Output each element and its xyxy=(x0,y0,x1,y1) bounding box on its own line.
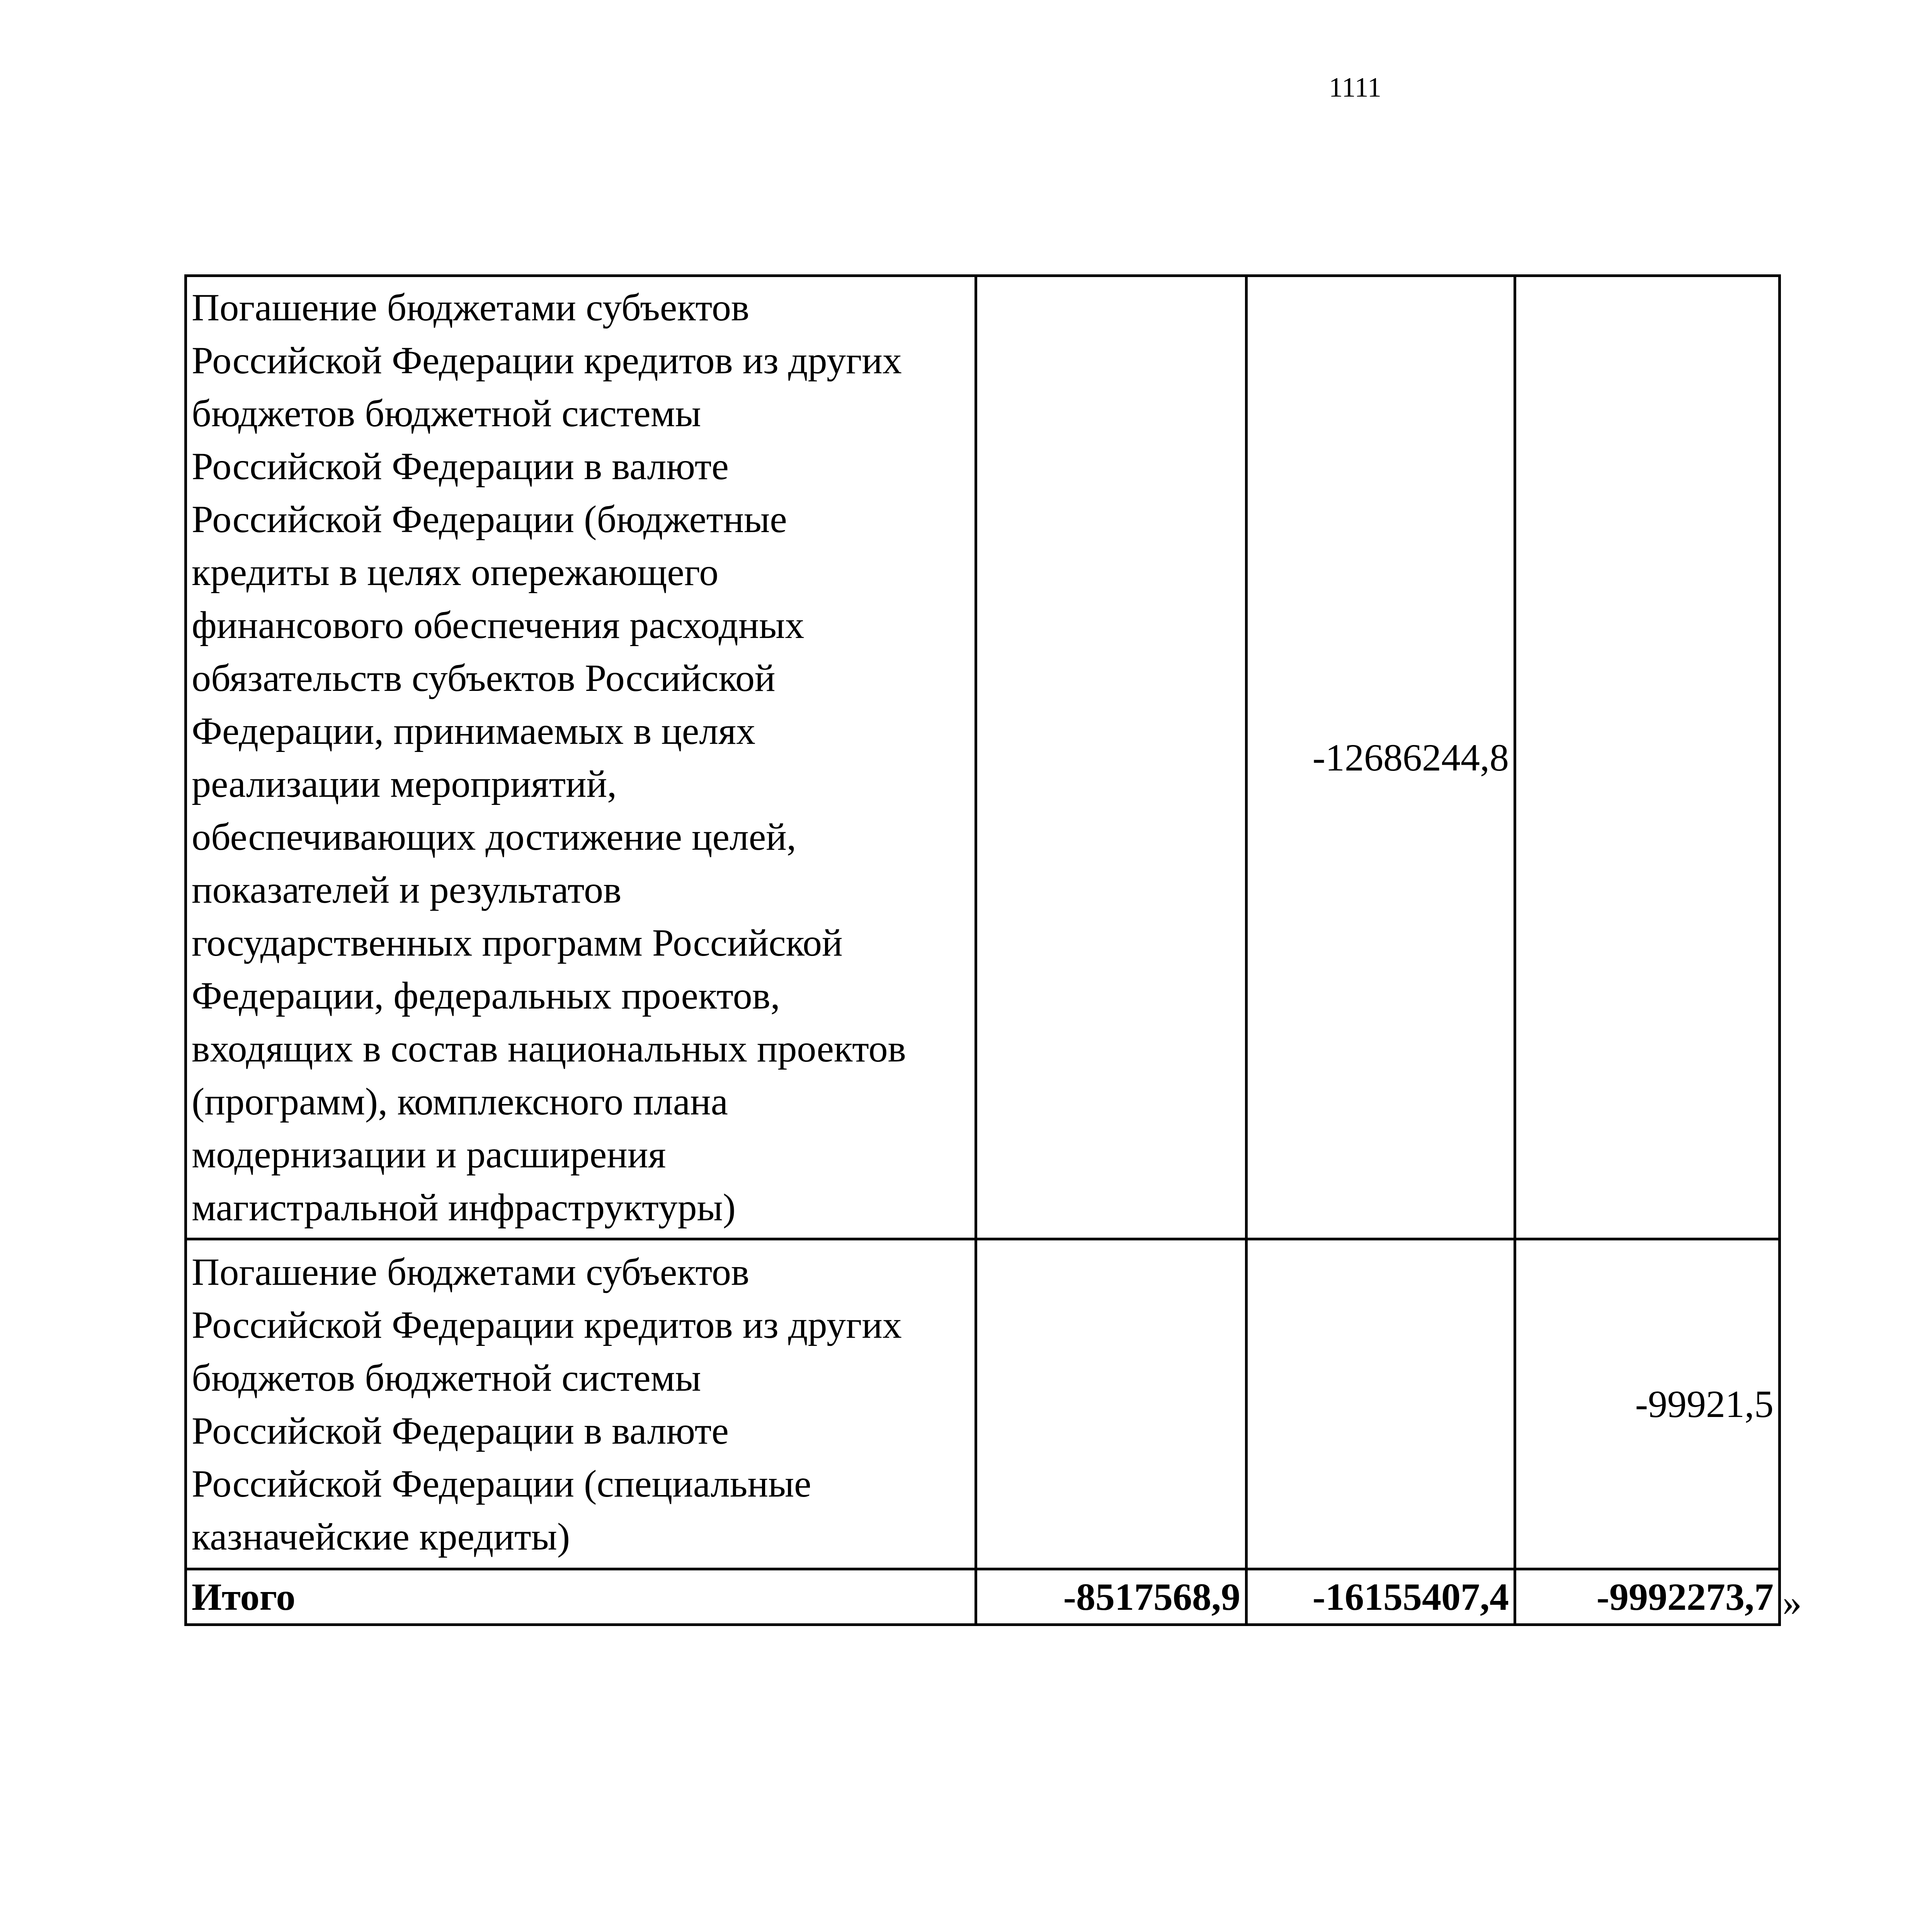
row-value-2 xyxy=(1247,1239,1515,1569)
row-description: Погашение бюджетами субъектов Российской Федерации кредитов из других бюджетов бюджетной системы Российской Федерации в валюте Российской Федерации (специальные казначейские кредиты) xyxy=(186,1239,976,1569)
total-label: Итого xyxy=(186,1569,976,1625)
row-description: Погашение бюджетами субъектов Российской Федерации кредитов из других бюджетов бюджетной системы Российской Федерации в валюте Российской Федерации (бюджетные кредиты в целях опережающего финансового обеспечения расходных обязательств субъектов Российской Федерации, принимаемых в целях реализации мероприятий, обеспечивающих достижение целей, показателей и результатов государственных программ Российской Федерации, федеральных проектов, входящих в состав национальных проектов (программ), комплексного плана модернизации и расширения магистральной инфраструктуры) xyxy=(186,276,976,1239)
total-row xyxy=(186,1569,1780,1625)
total-value-2: -16155407,4 xyxy=(1247,1569,1515,1625)
row-value-1 xyxy=(976,1239,1247,1569)
total-value-3: -9992273,7 xyxy=(1515,1569,1780,1625)
page-number: 1111 xyxy=(1329,72,1381,103)
total-value-1: -8517568,9 xyxy=(976,1569,1247,1625)
row-value-1 xyxy=(976,276,1247,1239)
closing-quote-mark: » xyxy=(1782,1581,1802,1624)
row-value-3 xyxy=(1515,276,1780,1239)
row-value-2: -12686244,8 xyxy=(1247,276,1515,1239)
table-row xyxy=(186,276,1780,1239)
row-value-3: -99921,5 xyxy=(1515,1239,1780,1569)
budget-table xyxy=(184,274,1781,1626)
table-row xyxy=(186,1239,1780,1569)
